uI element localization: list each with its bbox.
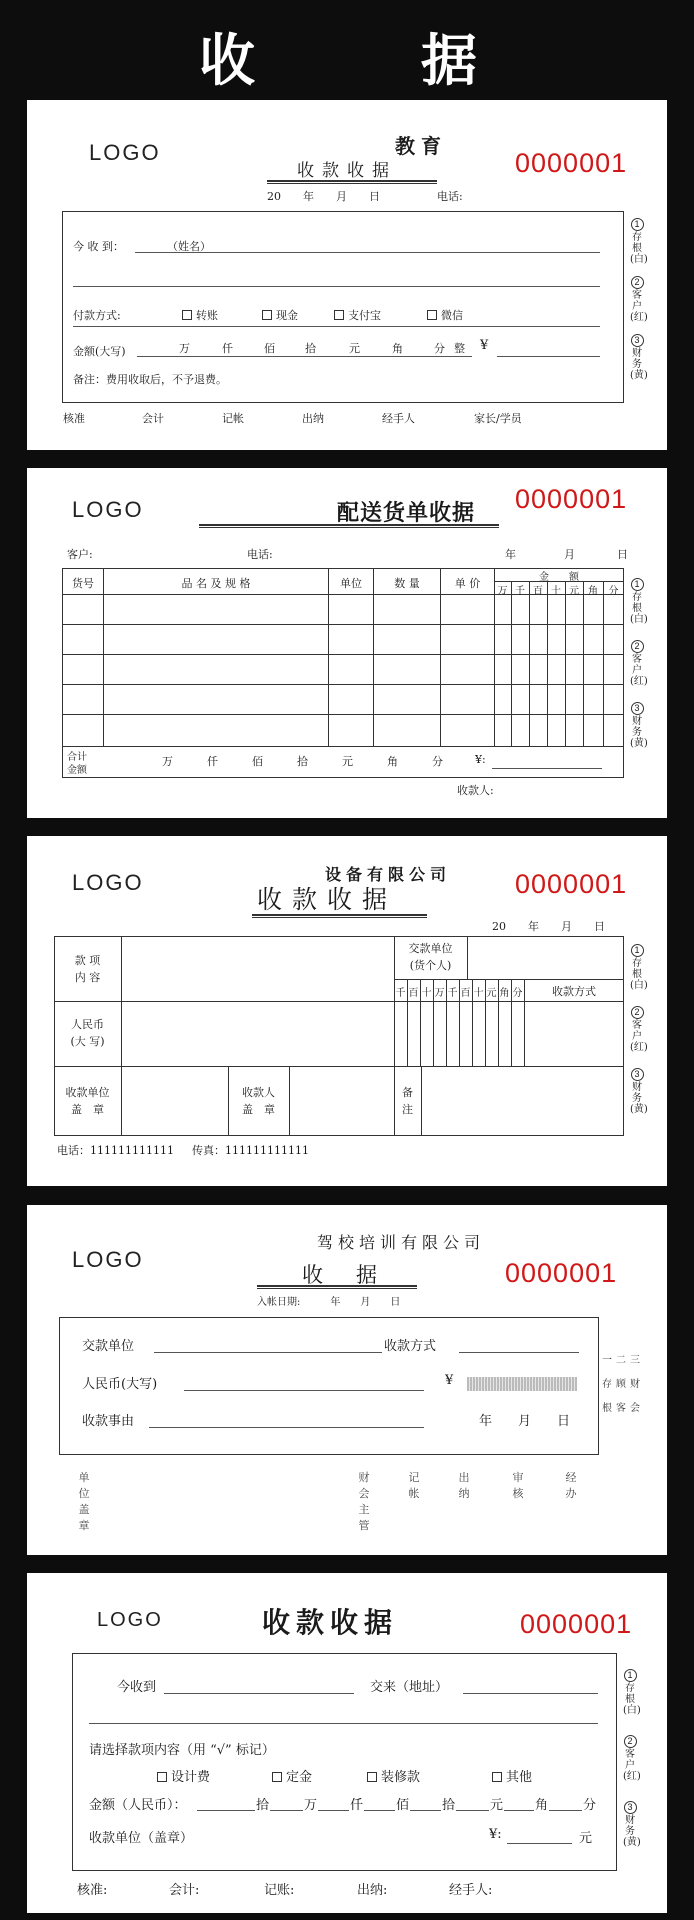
option-alipay[interactable]: 支付宝 bbox=[334, 307, 381, 323]
checkbox[interactable] bbox=[272, 1772, 282, 1782]
copy-label-3: 3 财务 (黄) bbox=[623, 1802, 641, 1848]
total-unit: 角 bbox=[387, 755, 398, 768]
col-unit: 单位 bbox=[340, 577, 362, 590]
rmb-label: 人民币(大写) bbox=[82, 1377, 158, 1392]
total-unit: 元 bbox=[342, 755, 353, 768]
copy-label-3: 3 财务 (黄) bbox=[630, 335, 648, 381]
phone-label: 电话: bbox=[247, 548, 273, 561]
sign-accountant: 会计 bbox=[142, 412, 164, 425]
amount-col: 十 bbox=[551, 586, 561, 597]
rmb-field[interactable] bbox=[184, 1390, 424, 1391]
sign-handler: 经办 bbox=[565, 1471, 577, 1500]
digit-col: 元 bbox=[486, 988, 497, 999]
yen-field[interactable] bbox=[507, 1843, 572, 1844]
received-from-label: 今 收 到： bbox=[73, 240, 124, 253]
copy-label-2: 2 客户 (红) bbox=[630, 641, 648, 687]
logo: LOGO bbox=[72, 497, 144, 522]
unit-wan: 万 bbox=[179, 342, 190, 355]
amount-col: 元 bbox=[569, 586, 579, 597]
unit-bai: 佰 bbox=[395, 1794, 410, 1813]
serial-number: 0000001 bbox=[515, 148, 628, 178]
sign-approve: 核准 bbox=[63, 412, 85, 425]
reason-field[interactable] bbox=[149, 1427, 424, 1428]
receipt-title: 配送货单收据 bbox=[337, 500, 476, 526]
option-wechat[interactable]: 微信 bbox=[427, 307, 463, 323]
checkbox[interactable] bbox=[427, 310, 437, 320]
receipt-title: 收款收据 bbox=[262, 1606, 399, 1639]
total-unit: 佰 bbox=[252, 755, 263, 768]
amount-col: 千 bbox=[515, 586, 525, 597]
address-label: 交来（地址） bbox=[370, 1680, 449, 1695]
select-hint: 请选择款项内容（用 “√” 标记） bbox=[89, 1743, 275, 1758]
payer-field[interactable] bbox=[154, 1352, 404, 1353]
sign-handler: 经手人 bbox=[382, 412, 415, 425]
checkbox[interactable] bbox=[492, 1772, 502, 1782]
sign-bookkeeper: 记帐 bbox=[408, 1471, 420, 1500]
col-price: 单 价 bbox=[454, 577, 481, 590]
amount-col: 百 bbox=[533, 586, 543, 597]
customer-label: 客户: bbox=[67, 548, 93, 561]
logo: LOGO bbox=[97, 1609, 163, 1631]
copy-label-3: 3 财务 (黄) bbox=[630, 1069, 648, 1115]
sign-cashier: 出纳 bbox=[302, 412, 324, 425]
method-field[interactable] bbox=[459, 1352, 579, 1353]
stamp-label: 收款单位（盖章） bbox=[89, 1831, 194, 1846]
yuan-label: 元 bbox=[579, 1831, 593, 1846]
yen-sign: ¥ bbox=[445, 1373, 454, 1388]
date-month: 月 bbox=[564, 548, 575, 561]
org-name: 教育 bbox=[395, 134, 447, 158]
checkbox[interactable] bbox=[367, 1772, 377, 1782]
payer-label: 交款单位 bbox=[408, 942, 453, 955]
date-line: 20 年 月 日 bbox=[267, 190, 380, 203]
option-cash[interactable]: 现金 bbox=[262, 307, 298, 323]
amount-box[interactable] bbox=[467, 1377, 577, 1391]
digit-col: 百 bbox=[460, 988, 471, 999]
name-hint: （姓名） bbox=[167, 240, 211, 253]
copy-label-1: 1 存根 (白) bbox=[630, 579, 648, 625]
amount-label: 金额（人民币）： bbox=[89, 1798, 187, 1813]
option-deposit[interactable]: 定金 bbox=[272, 1766, 312, 1785]
phone-label: 电话: bbox=[437, 190, 463, 203]
digit-col: 百 bbox=[408, 988, 419, 999]
unit-wan: 万 bbox=[303, 1794, 318, 1813]
option-other[interactable]: 其他 bbox=[492, 1766, 532, 1785]
digit-col: 十 bbox=[421, 988, 432, 999]
remark-label: 注 bbox=[402, 1103, 413, 1116]
receipt-4 bbox=[27, 1205, 667, 1555]
copy-label-2: 2 客户 (红) bbox=[623, 1736, 641, 1782]
copy-label-2: 2 客户 (红) bbox=[630, 277, 648, 323]
digit-col: 角 bbox=[499, 988, 510, 999]
amount-col: 万 bbox=[497, 586, 508, 597]
yen-sign: ¥: bbox=[489, 1827, 502, 1842]
payment-method-label: 付款方式: bbox=[73, 309, 121, 322]
amount-label: 金额(大写) bbox=[73, 345, 126, 358]
col-item-no: 货号 bbox=[72, 577, 94, 590]
note: 备注：费用收取后，不予退费。 bbox=[73, 373, 227, 386]
rmb-label: 人民币 bbox=[71, 1018, 104, 1031]
date-ymd: 年 月 日 bbox=[479, 1414, 571, 1429]
digit-col: 十 bbox=[473, 988, 484, 999]
total-unit: 拾 bbox=[297, 755, 308, 768]
sign-unit-stamp: 单位盖章 bbox=[78, 1471, 90, 1532]
col-amount: 金 额 bbox=[539, 572, 579, 583]
unit-stamp-label: 盖 章 bbox=[71, 1103, 104, 1116]
logo: LOGO bbox=[72, 870, 144, 895]
logo: LOGO bbox=[72, 1247, 144, 1272]
unit-jiao: 角 bbox=[392, 342, 403, 355]
fax-text: 传真：111111111111 bbox=[192, 1144, 309, 1157]
receipt-5 bbox=[27, 1573, 667, 1913]
total-unit: 万 bbox=[162, 755, 173, 768]
payee-label: 收款人 bbox=[242, 1086, 275, 1099]
item-label: 内 容 bbox=[74, 971, 101, 984]
unit-bai: 佰 bbox=[264, 342, 275, 355]
copy-label-2: 2 客户 (红) bbox=[630, 1007, 648, 1053]
sign-handler: 经手人: bbox=[449, 1883, 493, 1898]
unit-jiao: 角 bbox=[534, 1794, 549, 1813]
phone-text: 电话：111111111111 bbox=[57, 1144, 174, 1157]
address-field[interactable] bbox=[463, 1693, 598, 1694]
payee-label: 盖 章 bbox=[242, 1103, 275, 1116]
received-from-label: 今收到 bbox=[117, 1680, 157, 1695]
unit-stamp-label: 收款单位 bbox=[65, 1086, 110, 1099]
received-from-field[interactable] bbox=[164, 1693, 354, 1694]
sign-bookkeeper: 记账: bbox=[264, 1883, 295, 1898]
serial-number: 0000001 bbox=[515, 484, 628, 514]
date-day: 日 bbox=[617, 548, 628, 561]
sign-bookkeeper: 记帐 bbox=[222, 412, 244, 425]
sign-cashier: 出纳 bbox=[458, 1471, 470, 1500]
copy-col: 根客会 bbox=[602, 1403, 644, 1414]
remark-label: 备 bbox=[402, 1086, 413, 1099]
option-transfer[interactable]: 转账 bbox=[182, 307, 218, 323]
receipt-3 bbox=[27, 836, 667, 1186]
total-unit: 仟 bbox=[207, 755, 218, 768]
receipt-2 bbox=[27, 468, 667, 818]
date-year: 年 bbox=[505, 548, 516, 561]
col-qty: 数 量 bbox=[394, 577, 420, 590]
company-name: 驾校培训有限公司 bbox=[317, 1233, 486, 1252]
yen-sign: ¥: bbox=[475, 753, 486, 766]
unit-fen: 分 bbox=[434, 342, 445, 355]
total-unit: 分 bbox=[432, 755, 443, 768]
checkbox[interactable] bbox=[157, 1772, 167, 1782]
sign-parent: 家长/学员 bbox=[474, 412, 522, 425]
sign-cashier: 出纳: bbox=[357, 1883, 388, 1898]
copy-col: 存顾财 bbox=[602, 1379, 644, 1390]
option-design-fee[interactable]: 设计费 bbox=[157, 1766, 210, 1785]
digit-col: 千 bbox=[447, 988, 458, 999]
checkbox[interactable] bbox=[334, 310, 344, 320]
amount-col: 角 bbox=[588, 586, 598, 597]
reason-label: 收款事由 bbox=[82, 1414, 135, 1429]
payment-table bbox=[54, 936, 624, 1136]
receiver-label: 收款人: bbox=[457, 784, 494, 797]
checkbox[interactable] bbox=[262, 310, 272, 320]
total-field[interactable] bbox=[492, 768, 602, 769]
unit-qian: 仟 bbox=[349, 1794, 364, 1813]
unit-fen: 分 bbox=[582, 1794, 597, 1813]
amount-col: 分 bbox=[608, 586, 619, 597]
serial-number: 0000001 bbox=[505, 1258, 618, 1288]
entry-date: 入帐日期: 年 月 日 bbox=[257, 1297, 401, 1308]
receipt-title: 收 据 bbox=[302, 1263, 383, 1287]
receipt-1 bbox=[27, 100, 667, 450]
copy-label-1: 1 存根 (白) bbox=[630, 219, 648, 265]
digit-col: 千 bbox=[395, 988, 406, 999]
unit-shi-2: 拾 bbox=[441, 1794, 456, 1813]
company-name: 设备有限公司 bbox=[325, 865, 452, 884]
unit-shi: 拾 bbox=[255, 1794, 270, 1813]
payer-label: 交款单位 bbox=[82, 1339, 135, 1354]
page-title: 收 据 bbox=[199, 29, 495, 94]
copy-col: 一二三 bbox=[602, 1355, 644, 1366]
sign-accountant: 会计: bbox=[169, 1883, 200, 1898]
unit-yuan: 元 bbox=[349, 342, 360, 355]
col-name-spec: 品 名 及 规 格 bbox=[181, 577, 251, 590]
total-label: 金额 bbox=[67, 765, 87, 776]
method-label: 收款方式 bbox=[552, 985, 596, 998]
digit-col: 万 bbox=[434, 988, 445, 999]
digit-col: 分 bbox=[512, 988, 523, 999]
payer-label: (货个人) bbox=[409, 959, 452, 972]
amount-field[interactable] bbox=[497, 356, 600, 357]
method-label: 收款方式 bbox=[382, 1335, 438, 1354]
total-label: 合计 bbox=[67, 752, 87, 763]
receipt-title: 收款收据 bbox=[297, 161, 397, 181]
unit-zheng: 整 bbox=[454, 342, 465, 355]
checkbox[interactable] bbox=[182, 310, 192, 320]
serial-number: 0000001 bbox=[520, 1609, 633, 1639]
unit-shi: 拾 bbox=[305, 342, 316, 355]
unit-yuan: 元 bbox=[489, 1794, 504, 1813]
option-renovation[interactable]: 装修款 bbox=[367, 1766, 420, 1785]
date-line: 20 年 月 日 bbox=[492, 920, 605, 933]
yen-sign: ¥ bbox=[480, 338, 489, 353]
receipt-title: 收款收据 bbox=[257, 885, 398, 914]
unit-qian: 仟 bbox=[222, 342, 233, 355]
copy-label-3: 3 财务 (黄) bbox=[630, 703, 648, 749]
serial-number: 0000001 bbox=[515, 869, 628, 899]
copy-label-1: 1 存根 (白) bbox=[630, 945, 648, 991]
logo: LOGO bbox=[89, 140, 161, 165]
sign-auditor: 审核 bbox=[512, 1471, 524, 1500]
item-label: 款 项 bbox=[74, 954, 101, 967]
sign-finance-head: 财会主管 bbox=[358, 1471, 370, 1532]
copy-label-1: 1 存根 (白) bbox=[623, 1670, 641, 1716]
rmb-label: (大 写) bbox=[70, 1035, 105, 1048]
sign-approve: 核准: bbox=[77, 1883, 108, 1898]
